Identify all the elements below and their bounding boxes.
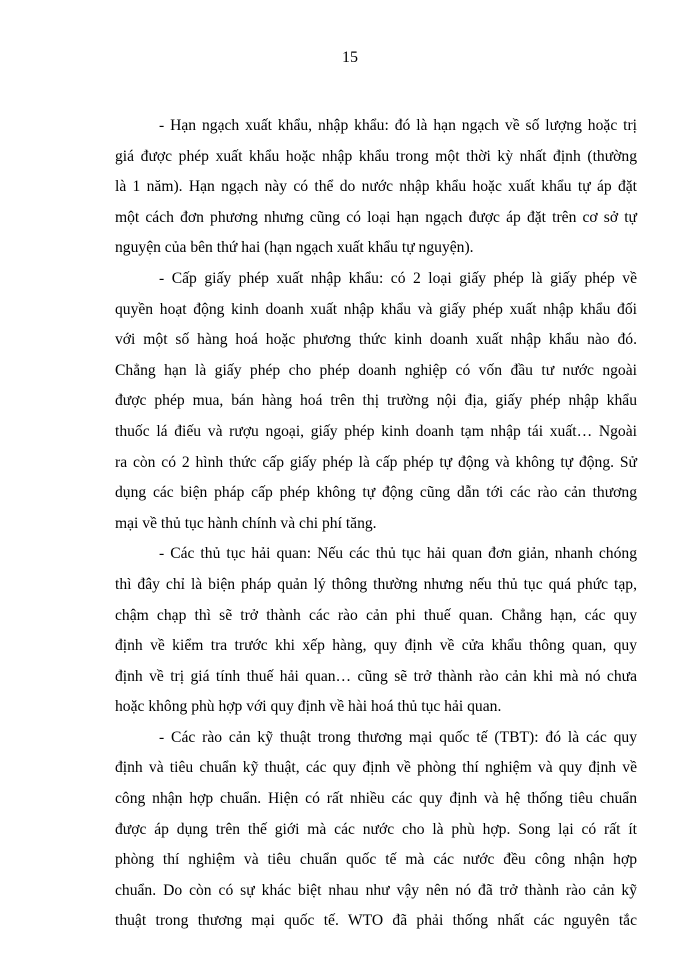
paragraph-quota-line: nguyện của bên thứ hai (hạn ngạch xuất khẩu tự nguyện). <box>115 239 474 257</box>
paragraph-customs-line: hoặc không phù hợp với quy định về hài hoá thủ tục hải quan. <box>115 698 502 716</box>
paragraph-licensing-line: với một số hàng hoá hoặc phương thức kinh doanh xuất nhập khẩu nào đó. <box>115 331 637 349</box>
paragraph-licensing-line: ra còn có 2 hình thức cấp giấy phép là cấp phép tự động và không tự động. Sử <box>115 453 637 471</box>
paragraph-licensing-line: quyền hoạt động kinh doanh xuất nhập khẩu và giấy phép xuất nhập khẩu đối <box>115 300 637 318</box>
paragraph-quota-line: một cách đơn phương nhưng cũng có loại hạn ngạch được áp đặt trên cơ sở tự <box>115 208 637 226</box>
page-number: 15 <box>342 49 358 66</box>
paragraph-tbt-line: thuật trong thương mại quốc tế. WTO đã phải thống nhất các nguyên tắc <box>115 912 637 930</box>
paragraph-tbt-line: phòng thí nghiệm và tiêu chuẩn quốc tế mà các nước đều công nhận hợp <box>115 851 637 869</box>
body-text <box>115 111 637 937</box>
paragraph-tbt-line: - Các rào cản kỹ thuật trong thương mại quốc tế (TBT): đó là các quy <box>159 728 637 746</box>
paragraph-licensing-line: dụng các biện pháp cấp phép không tự động cũng dẫn tới các rào cản thương <box>115 484 637 502</box>
paragraph-customs-line: định về trị giá tính thuế hải quan… cũng sẽ trở thành rào cản khi mà nó chưa <box>115 667 637 685</box>
paragraph-quota-line: giá được phép xuất khẩu hoặc nhập khẩu trong một thời kỳ nhất định (thường <box>115 147 637 165</box>
paragraph-licensing-line: thuốc lá điếu và rượu ngoại, giấy phép kinh doanh tạm nhập tái xuất… Ngoài <box>115 422 637 440</box>
paragraph-licensing-line: - Cấp giấy phép xuất nhập khẩu: có 2 loại giấy phép là giấy phép về <box>159 269 637 287</box>
paragraph-quota-line: - Hạn ngạch xuất khẩu, nhập khẩu: đó là hạn ngạch về số lượng hoặc trị <box>159 117 637 134</box>
paragraph-tbt-line: định và tiêu chuẩn kỹ thuật, các quy định về phòng thí nghiệm và quy định về <box>115 759 637 777</box>
paragraph-quota-line: là 1 năm). Hạn ngạch này có thể do nước nhập khẩu hoặc xuất khẩu tự áp đặt <box>115 178 637 196</box>
paragraph-licensing-line: Chẳng hạn là giấy phép cho phép doanh nghiệp có vốn đầu tư nước ngoài <box>115 361 637 379</box>
paragraph-customs-line: thì đây chỉ là biện pháp quản lý thông thường nhưng nếu thủ tục quá phức tạp, <box>115 575 637 593</box>
paragraph-customs-line: chậm chạp thì sẽ trở thành các rào cản phi thuế quan. Chẳng hạn, các quy <box>115 606 637 624</box>
paragraph-licensing-line: mại về thủ tục hành chính và chi phí tăng. <box>115 514 377 532</box>
paragraph-tbt-line: công nhận hợp chuẩn. Hiện có rất nhiều các quy định và hệ thống tiêu chuẩn <box>115 790 637 808</box>
paragraph-tbt-line: được áp dụng trên thế giới mà các nước cho là phù hợp. Song lại có rất ít <box>115 820 637 838</box>
paragraph-customs-line: - Các thủ tục hải quan: Nếu các thủ tục hải quan đơn giản, nhanh chóng <box>159 545 637 563</box>
paragraph-tbt-line: chuẩn. Do còn có sự khác biệt nhau như vậy nên nó đã trở thành rào cản kỹ <box>115 881 637 899</box>
paragraph-customs-line: định về kiểm tra trước khi xếp hàng, quy định về cửa khẩu thông quan, quy <box>115 637 637 655</box>
paragraph-licensing-line: được phép mua, bán hàng hoá trên thị trường nội địa, giấy phép nhập khẩu <box>115 392 637 410</box>
